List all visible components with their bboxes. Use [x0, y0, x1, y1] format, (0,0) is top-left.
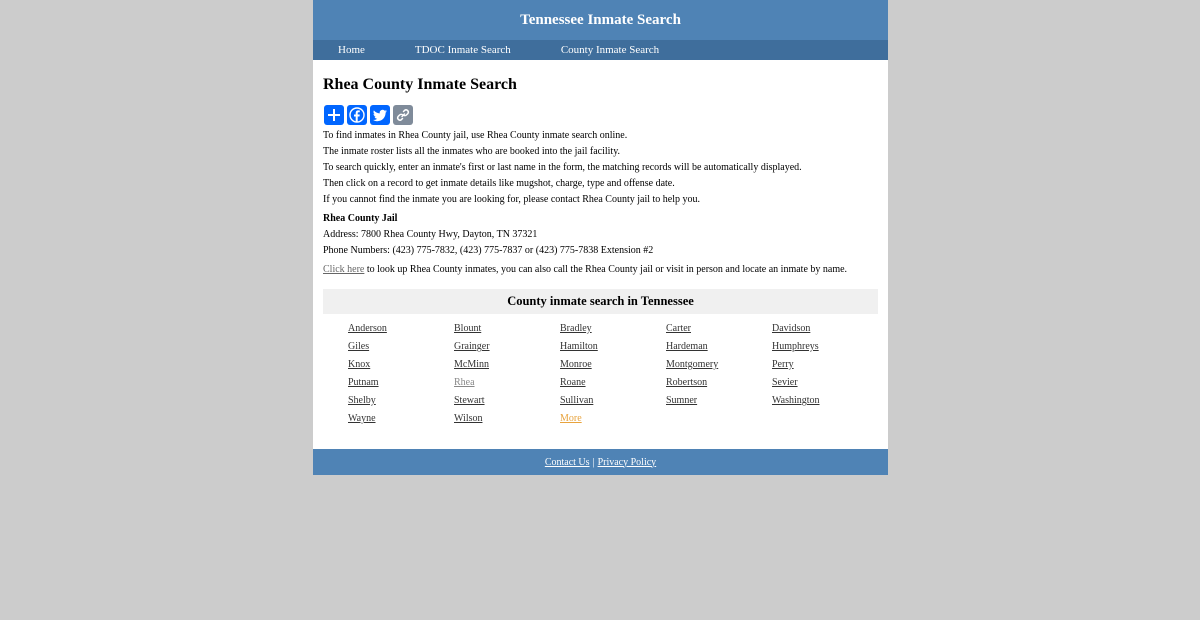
county-link[interactable]: Sumner [666, 395, 698, 406]
county-link[interactable]: Perry [772, 359, 794, 370]
intro-text [323, 128, 878, 208]
county-link[interactable]: Blount [454, 323, 482, 334]
county-link[interactable]: Knox [348, 359, 371, 370]
site-footer [313, 449, 888, 475]
county-link[interactable]: Roane [560, 377, 586, 388]
intro-line: To find inmates in Rhea County jail, use Rhea County inmate search online. [323, 130, 628, 141]
share-plus-button[interactable] [324, 105, 344, 125]
intro-line: If you cannot find the inmate you are looking for, please contact Rhea County jail to help you. [323, 194, 700, 205]
privacy-policy-link[interactable]: Privacy Policy [597, 456, 657, 468]
county-links-grid [348, 320, 878, 428]
county-section-header [323, 289, 878, 314]
contact-us-link[interactable]: Contact Us [544, 456, 590, 468]
county-link[interactable]: Giles [348, 341, 370, 352]
county-link[interactable]: Stewart [454, 395, 485, 406]
county-link[interactable]: Putnam [348, 377, 379, 388]
share-twitter-button[interactable] [370, 105, 390, 125]
lookup-text: to look up Rhea County inmates, you can also call the Rhea County jail or visit in person and locate an inmate by name. [364, 264, 848, 275]
jail-phone: Phone Numbers: (423) 775-7832, (423) 775-7837 or (423) 775-7838 Extension #2 [323, 245, 654, 256]
county-link[interactable]: Davidson [772, 323, 811, 334]
county-link[interactable]: Robertson [666, 377, 708, 388]
jail-address: Address: 7800 Rhea County Hwy, Dayton, TN 37321 [323, 229, 538, 240]
nav-home-link[interactable]: Home [338, 44, 365, 56]
intro-line: Then click on a record to get inmate details like mugshot, charge, type and offense date. [323, 178, 675, 189]
county-link[interactable]: Carter [666, 323, 691, 334]
county-link[interactable]: Humphreys [772, 341, 819, 352]
county-link[interactable]: Grainger [454, 341, 490, 352]
page-container [313, 0, 888, 475]
site-title: Tennessee Inmate Search [520, 11, 681, 28]
footer-separator: | [592, 456, 595, 468]
site-header [313, 0, 888, 40]
twitter-icon [372, 107, 388, 123]
share-copy-link-button[interactable] [393, 105, 413, 125]
county-link[interactable]: Hamilton [560, 341, 598, 352]
main-content [313, 60, 888, 428]
county-link[interactable]: Bradley [560, 323, 592, 334]
intro-line: To search quickly, enter an inmate's first or last name in the form, the matching records will be automatically displayed. [323, 162, 802, 173]
nav-tdoc-inmate-search-link[interactable]: TDOC Inmate Search [414, 44, 511, 56]
nav-county-inmate-search-link[interactable]: County Inmate Search [560, 44, 660, 56]
county-link[interactable]: Rhea [454, 377, 475, 388]
county-link[interactable]: Montgomery [666, 359, 719, 370]
county-section-title: County inmate search in Tennessee [507, 294, 694, 308]
lookup-paragraph [323, 262, 878, 278]
intro-line: The inmate roster lists all the inmates who are booked into the jail facility. [323, 146, 621, 157]
jail-name: Rhea County Jail [323, 213, 398, 224]
county-link[interactable]: Hardeman [666, 341, 708, 352]
county-link[interactable]: Wilson [454, 413, 483, 424]
county-link[interactable]: Washington [772, 395, 820, 406]
county-link[interactable]: Sevier [772, 377, 798, 388]
county-link[interactable]: Wayne [348, 413, 376, 424]
county-link[interactable]: Sullivan [560, 395, 594, 406]
county-link[interactable]: Shelby [348, 395, 376, 406]
share-toolbar [324, 105, 878, 126]
share-facebook-button[interactable] [347, 105, 367, 125]
facebook-icon [349, 107, 365, 123]
copy-link-icon [395, 107, 411, 123]
click-here-link[interactable]: Click here [323, 264, 365, 275]
plus-share-icon [326, 107, 342, 123]
more-counties-link[interactable]: More [560, 413, 582, 424]
county-link[interactable]: Monroe [560, 359, 592, 370]
jail-info [323, 211, 878, 259]
county-link[interactable]: McMinn [454, 359, 489, 370]
main-nav [313, 40, 888, 60]
page-title: Rhea County Inmate Search [323, 76, 517, 93]
county-link[interactable]: Anderson [348, 323, 387, 334]
